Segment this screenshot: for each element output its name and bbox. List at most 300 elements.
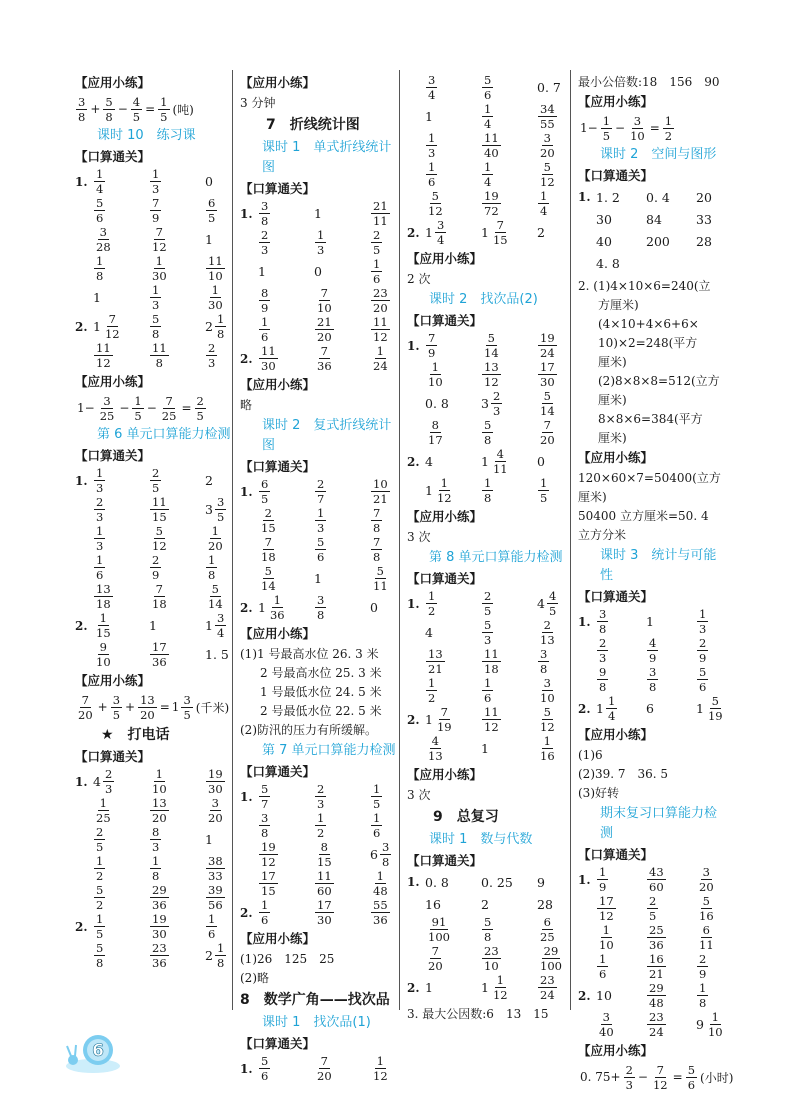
- answer-grid: [240, 478, 400, 621]
- denominator: 5: [548, 604, 557, 618]
- value: 1: [258, 264, 266, 279]
- denominator: 2: [96, 869, 104, 883]
- fraction: [663, 115, 674, 142]
- fraction: [315, 316, 334, 343]
- numerator: 19: [261, 840, 276, 854]
- value: 0: [537, 454, 545, 469]
- numerator: 5: [543, 160, 551, 174]
- fraction: [259, 316, 270, 343]
- numerator: 1: [96, 167, 104, 181]
- mixed-number: [75, 96, 88, 123]
- numerator: 3: [543, 131, 551, 145]
- denominator: 12: [428, 204, 443, 218]
- denominator: 10: [96, 655, 111, 669]
- numerator: 1: [711, 1010, 719, 1024]
- answer-line: 3 次: [407, 788, 431, 802]
- mixed-number: [314, 478, 327, 505]
- fraction: [647, 982, 666, 1009]
- answer-cell: [258, 899, 314, 926]
- equation-symbol: −: [615, 121, 626, 135]
- numerator: 3: [216, 611, 225, 625]
- numerator: 1: [96, 854, 104, 868]
- denominator: 100: [428, 930, 450, 944]
- answer-cell: [481, 619, 537, 646]
- item-number: 1.: [75, 473, 88, 488]
- fraction: [426, 945, 445, 972]
- numerator: 23: [649, 1010, 664, 1024]
- mixed-number: [93, 554, 106, 581]
- mixed-number: [93, 496, 106, 523]
- fraction: [150, 554, 161, 581]
- equation-symbol: (千米): [195, 700, 230, 715]
- fraction: [315, 345, 334, 372]
- answer-cell: [646, 187, 696, 207]
- mixed-number: [481, 161, 494, 188]
- mixed-number: [314, 1055, 335, 1082]
- answer-cell: [93, 342, 149, 369]
- numerator: 13: [96, 582, 111, 596]
- item-number: 2.: [578, 701, 591, 716]
- fraction: [538, 190, 549, 217]
- item-number: 2.: [240, 905, 253, 920]
- answer-cell: [596, 209, 646, 229]
- answer-cell: [149, 496, 205, 523]
- answer-cell: [425, 74, 481, 101]
- chapter-title: 8 数学广角——找次品: [240, 992, 390, 1008]
- fraction: [94, 197, 105, 224]
- fraction: [206, 525, 225, 552]
- value: 2: [481, 896, 489, 912]
- denominator: 20: [140, 707, 155, 722]
- fraction: [482, 103, 493, 130]
- denominator: 60: [317, 884, 332, 898]
- mixed-number: [696, 953, 709, 980]
- denominator: 10: [484, 959, 499, 973]
- numerator: 1: [484, 102, 492, 116]
- mixed-number: [425, 332, 438, 359]
- numerator: 9: [599, 665, 607, 679]
- denominator: 3: [492, 404, 501, 418]
- answer-cell: [596, 695, 646, 722]
- fraction: [371, 870, 390, 897]
- fraction: [215, 942, 226, 969]
- numerator: 2: [104, 767, 113, 781]
- denominator: 24: [649, 1025, 664, 1039]
- whole-part: 1: [258, 600, 266, 615]
- equation-symbol: 0. 75+: [580, 1070, 621, 1084]
- numerator: 1: [211, 283, 219, 297]
- numerator: 5: [376, 564, 384, 578]
- mixed-number: [93, 467, 106, 494]
- answer-line: 2 号最高水位 25. 3 米: [260, 666, 382, 680]
- denominator: 5: [132, 109, 141, 124]
- numerator: 1: [216, 312, 225, 326]
- answer-column-2: [240, 72, 400, 1086]
- mixed-number: [696, 666, 709, 693]
- answer-cell: [596, 895, 646, 922]
- fraction: [538, 332, 557, 359]
- fraction: [538, 361, 557, 388]
- answer-cell: [481, 590, 537, 617]
- numerator: 38: [208, 854, 223, 868]
- denominator: 24: [540, 988, 555, 1002]
- answer-cell: [646, 637, 696, 664]
- mixed-number: [537, 590, 559, 617]
- equation-symbol: (小时): [700, 1070, 734, 1085]
- fraction: [624, 1064, 635, 1091]
- mixed-number: [425, 219, 447, 246]
- numerator: 21: [373, 199, 388, 213]
- value: 84: [646, 211, 662, 227]
- mixed-number: [370, 200, 391, 227]
- numerator: 13: [152, 796, 167, 810]
- item-number: 2.: [75, 618, 88, 633]
- numerator: 1: [484, 160, 492, 174]
- answer-cell: [93, 226, 149, 253]
- numerator: 1: [376, 344, 384, 358]
- denominator: 10: [317, 301, 332, 315]
- answer-cell: [646, 953, 696, 980]
- fraction: [150, 467, 161, 494]
- mixed-number: [149, 768, 170, 795]
- denominator: 8: [484, 433, 492, 447]
- mixed-number: [481, 74, 494, 101]
- fraction: [597, 866, 608, 893]
- denominator: 6: [261, 1069, 269, 1083]
- answer-line: 厘米): [598, 431, 627, 445]
- numerator: 2: [373, 228, 381, 242]
- answer-grid: [75, 467, 235, 668]
- mixed-number: [425, 590, 438, 617]
- answer-cell: [696, 866, 746, 893]
- fraction: [181, 694, 192, 721]
- denominator: 9: [699, 651, 707, 665]
- denominator: 3: [317, 243, 325, 257]
- fraction: [482, 132, 501, 159]
- answer-cell: [596, 253, 646, 273]
- mixed-number: [149, 855, 162, 882]
- mixed-number: [97, 395, 118, 422]
- answer-cell: [646, 982, 696, 1009]
- mixed-number: [93, 583, 114, 610]
- numerator: 5: [152, 312, 160, 326]
- fraction: [371, 229, 382, 256]
- answer-cell: [425, 132, 481, 159]
- fraction: [94, 826, 105, 853]
- answer-cell: [149, 884, 205, 911]
- numerator: 1: [208, 553, 216, 567]
- denominator: 24: [373, 359, 388, 373]
- answer-cell: [93, 913, 149, 940]
- whole-part: 1: [425, 483, 433, 498]
- lesson-title: 第 6 单元口算能力检测: [97, 427, 231, 442]
- fraction: [150, 313, 161, 340]
- numerator: 11: [484, 647, 499, 661]
- value: 1: [314, 571, 322, 586]
- value: 0: [370, 600, 378, 615]
- answer-cell: [646, 1011, 696, 1038]
- numerator: 4: [548, 589, 557, 603]
- mixed-number: [93, 525, 106, 552]
- answer-cell: [258, 316, 314, 343]
- denominator: 5: [216, 510, 225, 524]
- fraction: [150, 255, 169, 282]
- fraction: [315, 783, 326, 810]
- denominator: 5: [484, 604, 492, 618]
- value: 1: [646, 614, 654, 629]
- answer-cell: [425, 623, 481, 643]
- answer-cell: [314, 316, 370, 343]
- answer-cell: [425, 706, 481, 733]
- numerator: 19: [484, 189, 499, 203]
- denominator: 8: [216, 956, 225, 970]
- denominator: 20: [699, 880, 714, 894]
- mixed-number: [149, 641, 170, 668]
- fraction: [371, 1055, 390, 1082]
- value: 6: [646, 701, 654, 716]
- value: 1: [425, 980, 433, 995]
- value: 28: [696, 233, 712, 249]
- fraction: [538, 648, 549, 675]
- value: 1: [149, 618, 157, 633]
- fraction: [538, 916, 557, 943]
- mixed-number: [537, 361, 558, 388]
- denominator: 20: [540, 146, 555, 160]
- mixed-number: [149, 797, 170, 824]
- equation: [75, 692, 235, 722]
- answer-cell: [425, 648, 481, 675]
- fraction: [259, 478, 270, 505]
- denominator: 11: [492, 462, 508, 476]
- numerator: 7: [108, 312, 116, 326]
- fraction: [315, 507, 326, 534]
- numerator: 1: [317, 506, 325, 520]
- answer-column-4: [578, 72, 734, 1092]
- numerator: 1: [599, 952, 607, 966]
- answer-cell: [258, 1055, 314, 1082]
- numerator: 3: [543, 676, 551, 690]
- answer-cell: [481, 74, 537, 101]
- denominator: 6: [261, 330, 269, 344]
- value: 10: [596, 988, 612, 1003]
- numerator: 29: [543, 944, 559, 958]
- section-heading: 【应用小练】: [407, 251, 483, 266]
- fraction: [435, 706, 454, 733]
- answer-cell: [93, 554, 149, 581]
- numerator: 5: [264, 564, 272, 578]
- mixed-number: [314, 870, 335, 897]
- fraction: [150, 525, 169, 552]
- fraction: [426, 419, 445, 446]
- denominator: 8: [649, 680, 657, 694]
- value: 0. 4: [646, 189, 670, 205]
- mixed-number: [172, 694, 194, 721]
- mixed-number: [537, 132, 558, 159]
- denominator: 8: [155, 356, 163, 370]
- denominator: 10: [707, 1025, 723, 1039]
- fraction: [206, 855, 225, 882]
- numerator: 1: [317, 811, 325, 825]
- fraction: [482, 161, 493, 188]
- answer-cell: [93, 583, 149, 610]
- numerator: 5: [484, 618, 492, 632]
- mixed-number: [314, 229, 327, 256]
- numerator: 11: [373, 315, 388, 329]
- mixed-number: [370, 565, 391, 592]
- denominator: 3: [317, 521, 325, 535]
- numerator: 17: [599, 894, 614, 908]
- numerator: 3: [78, 94, 86, 109]
- answer-cell: [425, 978, 481, 998]
- denominator: 8: [599, 680, 607, 694]
- page-number-badge: [64, 1030, 122, 1074]
- value: 0: [205, 174, 213, 189]
- fraction: [259, 841, 278, 868]
- numerator: 2: [543, 618, 551, 632]
- whole-part: 3: [481, 396, 489, 411]
- numerator: 55: [373, 898, 388, 912]
- denominator: 12: [373, 1069, 388, 1083]
- mixed-number: [596, 637, 609, 664]
- answer-grid: [578, 187, 728, 273]
- item-number: 2.: [407, 980, 420, 995]
- answer-cell: [696, 982, 746, 1009]
- denominator: 30: [152, 269, 167, 283]
- numerator: 1: [96, 553, 104, 567]
- numerator: 3: [183, 692, 191, 707]
- fraction: [606, 695, 617, 722]
- denominator: 8: [381, 855, 390, 869]
- answer-cell: [149, 797, 205, 824]
- denominator: 72: [484, 204, 499, 218]
- answer-line: (2)略: [240, 971, 269, 985]
- mixed-number: [93, 168, 106, 195]
- section-heading: 【口算通关】: [578, 168, 654, 183]
- fraction: [426, 590, 437, 617]
- fraction: [482, 916, 493, 943]
- mixed-number: [481, 448, 511, 475]
- value: 16: [425, 896, 441, 912]
- numerator: 11: [96, 341, 111, 355]
- fraction: [371, 565, 390, 592]
- numerator: 7: [428, 331, 436, 345]
- fraction: [206, 768, 225, 795]
- numerator: 1: [484, 676, 492, 690]
- answer-cell: [481, 916, 537, 943]
- denominator: 12: [152, 240, 167, 254]
- numerator: 3: [261, 811, 269, 825]
- fraction: [426, 361, 445, 388]
- denominator: 21: [649, 967, 664, 981]
- answer-cell: [425, 477, 481, 504]
- fraction: [94, 496, 105, 523]
- column-divider: [570, 70, 571, 1010]
- fraction: [482, 477, 493, 504]
- numerator: 1: [428, 676, 436, 690]
- section-heading: 【应用小练】: [75, 673, 151, 688]
- equation-symbol: +: [125, 700, 136, 714]
- numerator: 1: [599, 865, 607, 879]
- fraction: [215, 496, 226, 523]
- denominator: 4: [607, 709, 616, 723]
- fraction: [697, 895, 716, 922]
- answer-grid: [240, 783, 400, 926]
- mixed-number: [258, 899, 271, 926]
- numerator: 5: [487, 331, 495, 345]
- item-number: 2.: [407, 225, 420, 240]
- denominator: 5: [134, 408, 142, 423]
- answer-cell: [258, 565, 314, 592]
- numerator: 7: [656, 1062, 664, 1077]
- denominator: 12: [652, 1077, 668, 1092]
- mixed-number: [205, 884, 226, 911]
- section-heading: 【应用小练】: [240, 75, 316, 90]
- answer-cell: [425, 894, 481, 914]
- fraction: [315, 229, 326, 256]
- mixed-number: [205, 855, 226, 882]
- value: 1: [314, 206, 322, 221]
- answer-cell: [258, 507, 314, 534]
- section-heading: 【口算通关】: [75, 749, 151, 764]
- mixed-number: [425, 706, 455, 733]
- mixed-number: [205, 768, 226, 795]
- denominator: 5: [112, 707, 121, 722]
- mixed-number: [537, 706, 558, 733]
- fraction: [206, 913, 217, 940]
- fraction: [371, 478, 390, 505]
- answer-cell: [696, 608, 746, 635]
- numerator: 2: [264, 506, 272, 520]
- denominator: 8: [152, 327, 160, 341]
- numerator: 1: [152, 283, 160, 297]
- answer-cell: [696, 895, 746, 922]
- item-number: 1.: [407, 596, 420, 611]
- mixed-number: [205, 583, 226, 610]
- numerator: 23: [373, 286, 388, 300]
- numerator: 13: [484, 360, 499, 374]
- mixed-number: [696, 695, 726, 722]
- denominator: 12: [492, 988, 508, 1002]
- denominator: 4: [436, 233, 445, 247]
- numerator: 7: [81, 692, 89, 707]
- item-number: 1.: [578, 614, 591, 629]
- answer-cell: [314, 812, 370, 839]
- equation-symbol: −: [119, 401, 130, 415]
- value: 0. 7: [537, 80, 561, 95]
- numerator: 7: [320, 344, 328, 358]
- answer-cell: [481, 361, 537, 388]
- numerator: 1: [152, 167, 160, 181]
- numerator: 3: [99, 225, 107, 239]
- denominator: 3: [625, 1077, 633, 1092]
- denominator: 3: [484, 633, 492, 647]
- numerator: 6: [543, 915, 551, 929]
- fraction: [482, 74, 493, 101]
- numerator: 5: [211, 582, 219, 596]
- numerator: 3: [211, 796, 219, 810]
- value: 1: [205, 232, 213, 247]
- mixed-number: [149, 554, 162, 581]
- mixed-number: [314, 783, 327, 810]
- denominator: 30: [540, 375, 555, 389]
- denominator: 11: [373, 214, 388, 228]
- item-number: 1.: [240, 789, 253, 804]
- equation-symbol: −: [117, 102, 128, 116]
- numerator: 8: [320, 840, 328, 854]
- mixed-number: [370, 536, 383, 563]
- answer-cell: [425, 332, 481, 359]
- mixed-number: [596, 953, 609, 980]
